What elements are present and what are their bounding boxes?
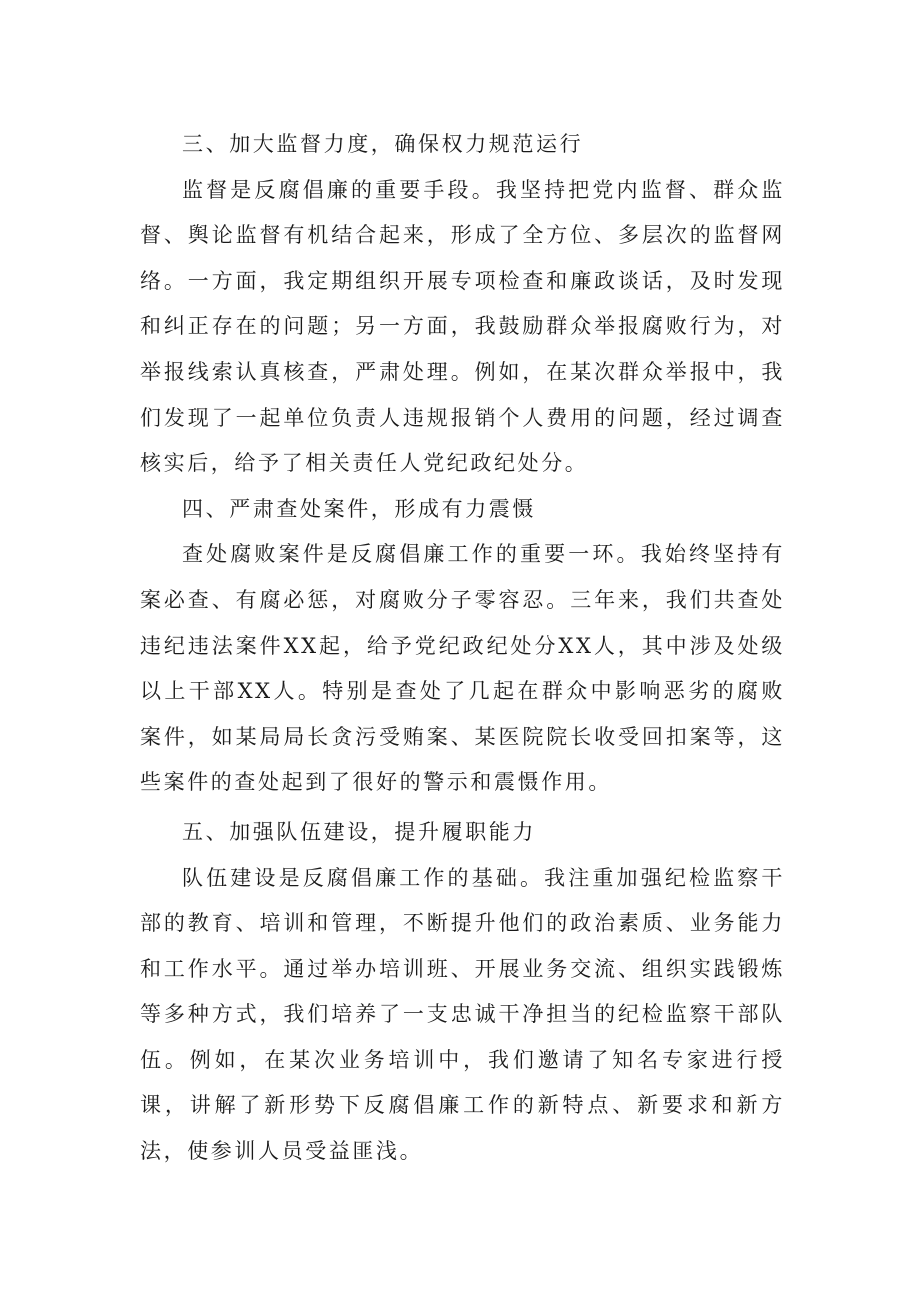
section-heading-supervision: 三、加大监督力度，确保权力规范运行 bbox=[182, 132, 584, 156]
document-body bbox=[140, 122, 785, 1175]
section-paragraph-cases: 查处腐败案件是反腐倡廉工作的重要一环。我始终坚持有案必查、有腐必惩，对腐败分子零容忍。三年来，我们共查处违纪违法案件XX起，给予党纪政纪处分XX人，其中涉及处级以上干部XX人。特别是查处了几起在群众中影响恶劣的腐败案件，如某局局长贪污受贿案、某医院院长收受回扣案等，这些案件的查处起到了很好的警示和震慑作用。 bbox=[140, 542, 785, 795]
section-heading-team: 五、加强队伍建设，提升履职能力 bbox=[182, 819, 536, 844]
section-heading-cases: 四、严肃查处案件，形成有力震慑 bbox=[182, 496, 536, 521]
section-paragraph-team: 队伍建设是反腐倡廉工作的基础。我注重加强纪检监察干部的教育、培训和管理，不断提升他们的政治素质、业务能力和工作水平。通过举办培训班、开展业务交流、组织实践锻炼等多种方式，我们培养了一支忠诚干净担当的纪检监察干部队伍。例如，在某次业务培训中，我们邀请了知名专家进行授课，讲解了新形势下反腐倡廉工作的新特点、新要求和新方法，使参训人员受益匪浅。 bbox=[140, 865, 785, 1164]
section-paragraph-supervision: 监督是反腐倡廉的重要手段。我坚持把党内监督、群众监督、舆论监督有机结合起来，形成了全方位、多层次的监督网络。一方面，我定期组织开展专项检查和廉政谈话，及时发现和纠正存在的问题；另一方面，我鼓励群众举报腐败行为，对举报线索认真核查，严肃处理。例如，在某次群众举报中，我们发现了一起单位负责人违规报销个人费用的问题，经过调查核实后，给予了相关责任人党纪政纪处分。 bbox=[140, 177, 785, 476]
